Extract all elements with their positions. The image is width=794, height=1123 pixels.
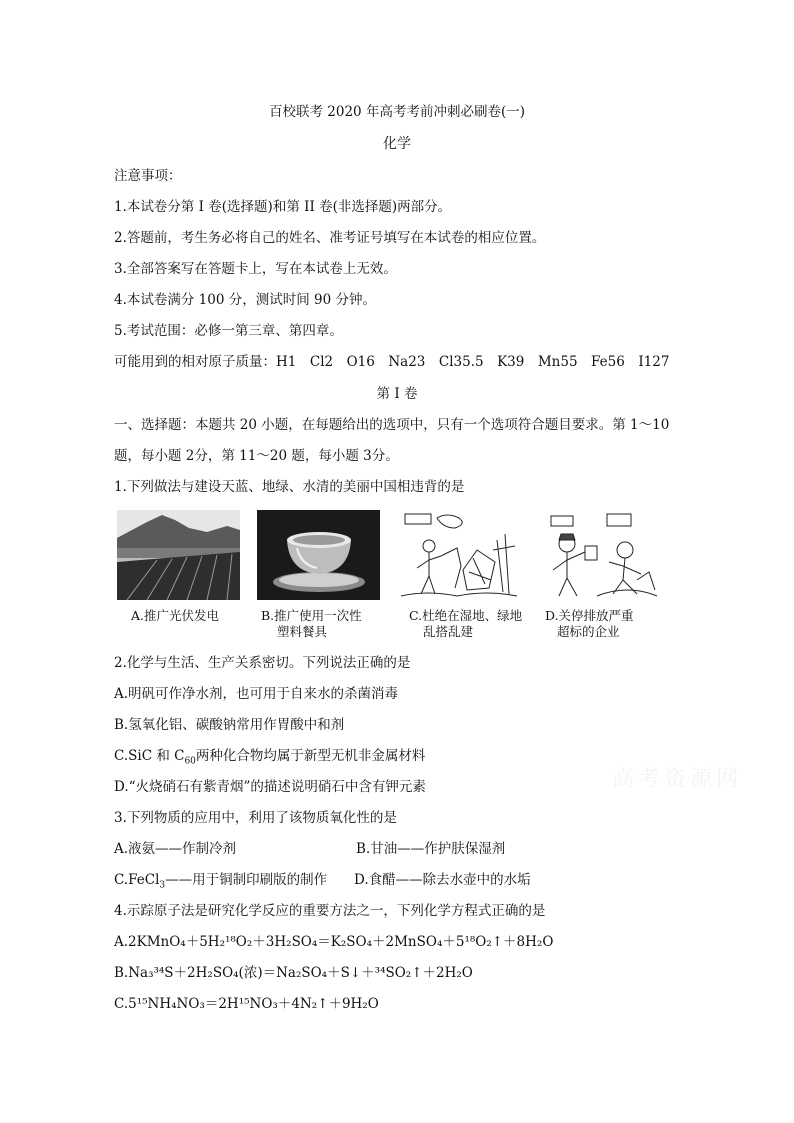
note-item: 5.考试范围：必修一第三章、第四章。 (114, 323, 343, 339)
question-stem: 3.下列物质的应用中，利用了该物质氧化性的是 (114, 810, 397, 826)
option-d-figure (537, 510, 660, 640)
watermark: 高考资源网 (612, 767, 743, 792)
note-item: 4.本试卷满分 100 分，测试时间 90 分钟。 (114, 292, 376, 308)
wetland-cartoon-image (397, 510, 520, 600)
option-text: A.明矾可作净水剂，也可用于自来水的杀菌消毒 (114, 686, 399, 702)
note-item: 1.本试卷分第 I 卷(选择题)和第 II 卷(非选择题)两部分。 (114, 199, 452, 215)
note-item: 3.全部答案写在答题卡上，写在本试卷上无效。 (114, 261, 397, 277)
option-d-caption: D.关停排放严重 超标的企业 (545, 608, 634, 639)
question-stem: 1.下列做法与建设天蓝、地绿、水清的美丽中国相违背的是 (114, 479, 465, 495)
option-text: A.液氨——作制冷剂 (114, 841, 237, 857)
section-instructions: 题，每小题 2分，第 11～20 题，每小题 3分。 (114, 448, 399, 464)
option-text: B.Na₃³⁴S＋2H₂SO₄(浓)＝Na₂SO₄＋S↓＋³⁴SO₂↑＋2H₂O (114, 965, 473, 981)
option-a-figure (117, 510, 240, 624)
option-c-caption: C.杜绝在湿地、绿地 乱搭乱建 (409, 608, 523, 639)
solar-panels-image (117, 510, 240, 600)
notes-heading: 注意事项： (114, 168, 182, 184)
option-text: D.食醋——除去水壶中的水垢 (354, 872, 531, 888)
question-stem: 4.示踪原子法是研究化学反应的重要方法之一，下列化学方程式正确的是 (114, 903, 546, 919)
option-text: B.氢氧化铝、碳酸钠常用作胃酸中和剂 (114, 717, 345, 733)
section-instructions: 一、选择题：本题共 20 小题，在每题给出的选项中，只有一个选项符合题目要求。第 1～10 (114, 417, 670, 433)
subject-title: 化学 (383, 136, 411, 152)
q1-figure-row (114, 510, 674, 640)
option-text: C.5¹⁵NH₄NO₃＝2H¹⁵NO₃＋4N₂↑＋9H₂O (114, 996, 379, 1012)
question-stem: 2.化学与生活、生产关系密切。下列说法正确的是 (114, 655, 411, 671)
option-b-caption: B.推广使用一次性 塑料餐具 (261, 608, 362, 639)
atomic-masses: 可能用到的相对原子质量：H1 Cl2 O16 Na23 Cl35.5 K39 Mn55 Fe56 I127 (114, 354, 670, 370)
note-item: 2.答题前，考生务必将自己的姓名、准考证号填写在本试卷的相应位置。 (114, 230, 546, 246)
section-title: 第 I 卷 (376, 386, 418, 402)
option-a-caption: A.推广光伏发电 (131, 608, 220, 623)
option-text: C.FeCl$_3$——用于铜制印刷版的制作 (114, 872, 328, 891)
option-text: A.2KMnO₄＋5H₂¹⁸O₂＋3H₂SO₄＝K₂SO₄＋2MnSO₄＋5¹⁸O₂↑＋8H₂O (114, 934, 554, 950)
option-b-figure (257, 510, 380, 640)
option-c-figure (397, 510, 522, 640)
option-text: C.SiC 和 $C_{60}$两种化合物均属于新型无机非金属材料 (114, 748, 426, 767)
option-text: B.甘油——作护肤保湿剂 (356, 841, 506, 857)
exam-title: 百校联考 2020 年高考考前冲刺必刷卷(一) (269, 104, 525, 120)
option-text: D.“火烧硝石有紫青烟”的描述说明硝石中含有钾元素 (114, 779, 426, 795)
plastic-cup-image (257, 510, 380, 600)
factory-cartoon-image (537, 510, 660, 600)
